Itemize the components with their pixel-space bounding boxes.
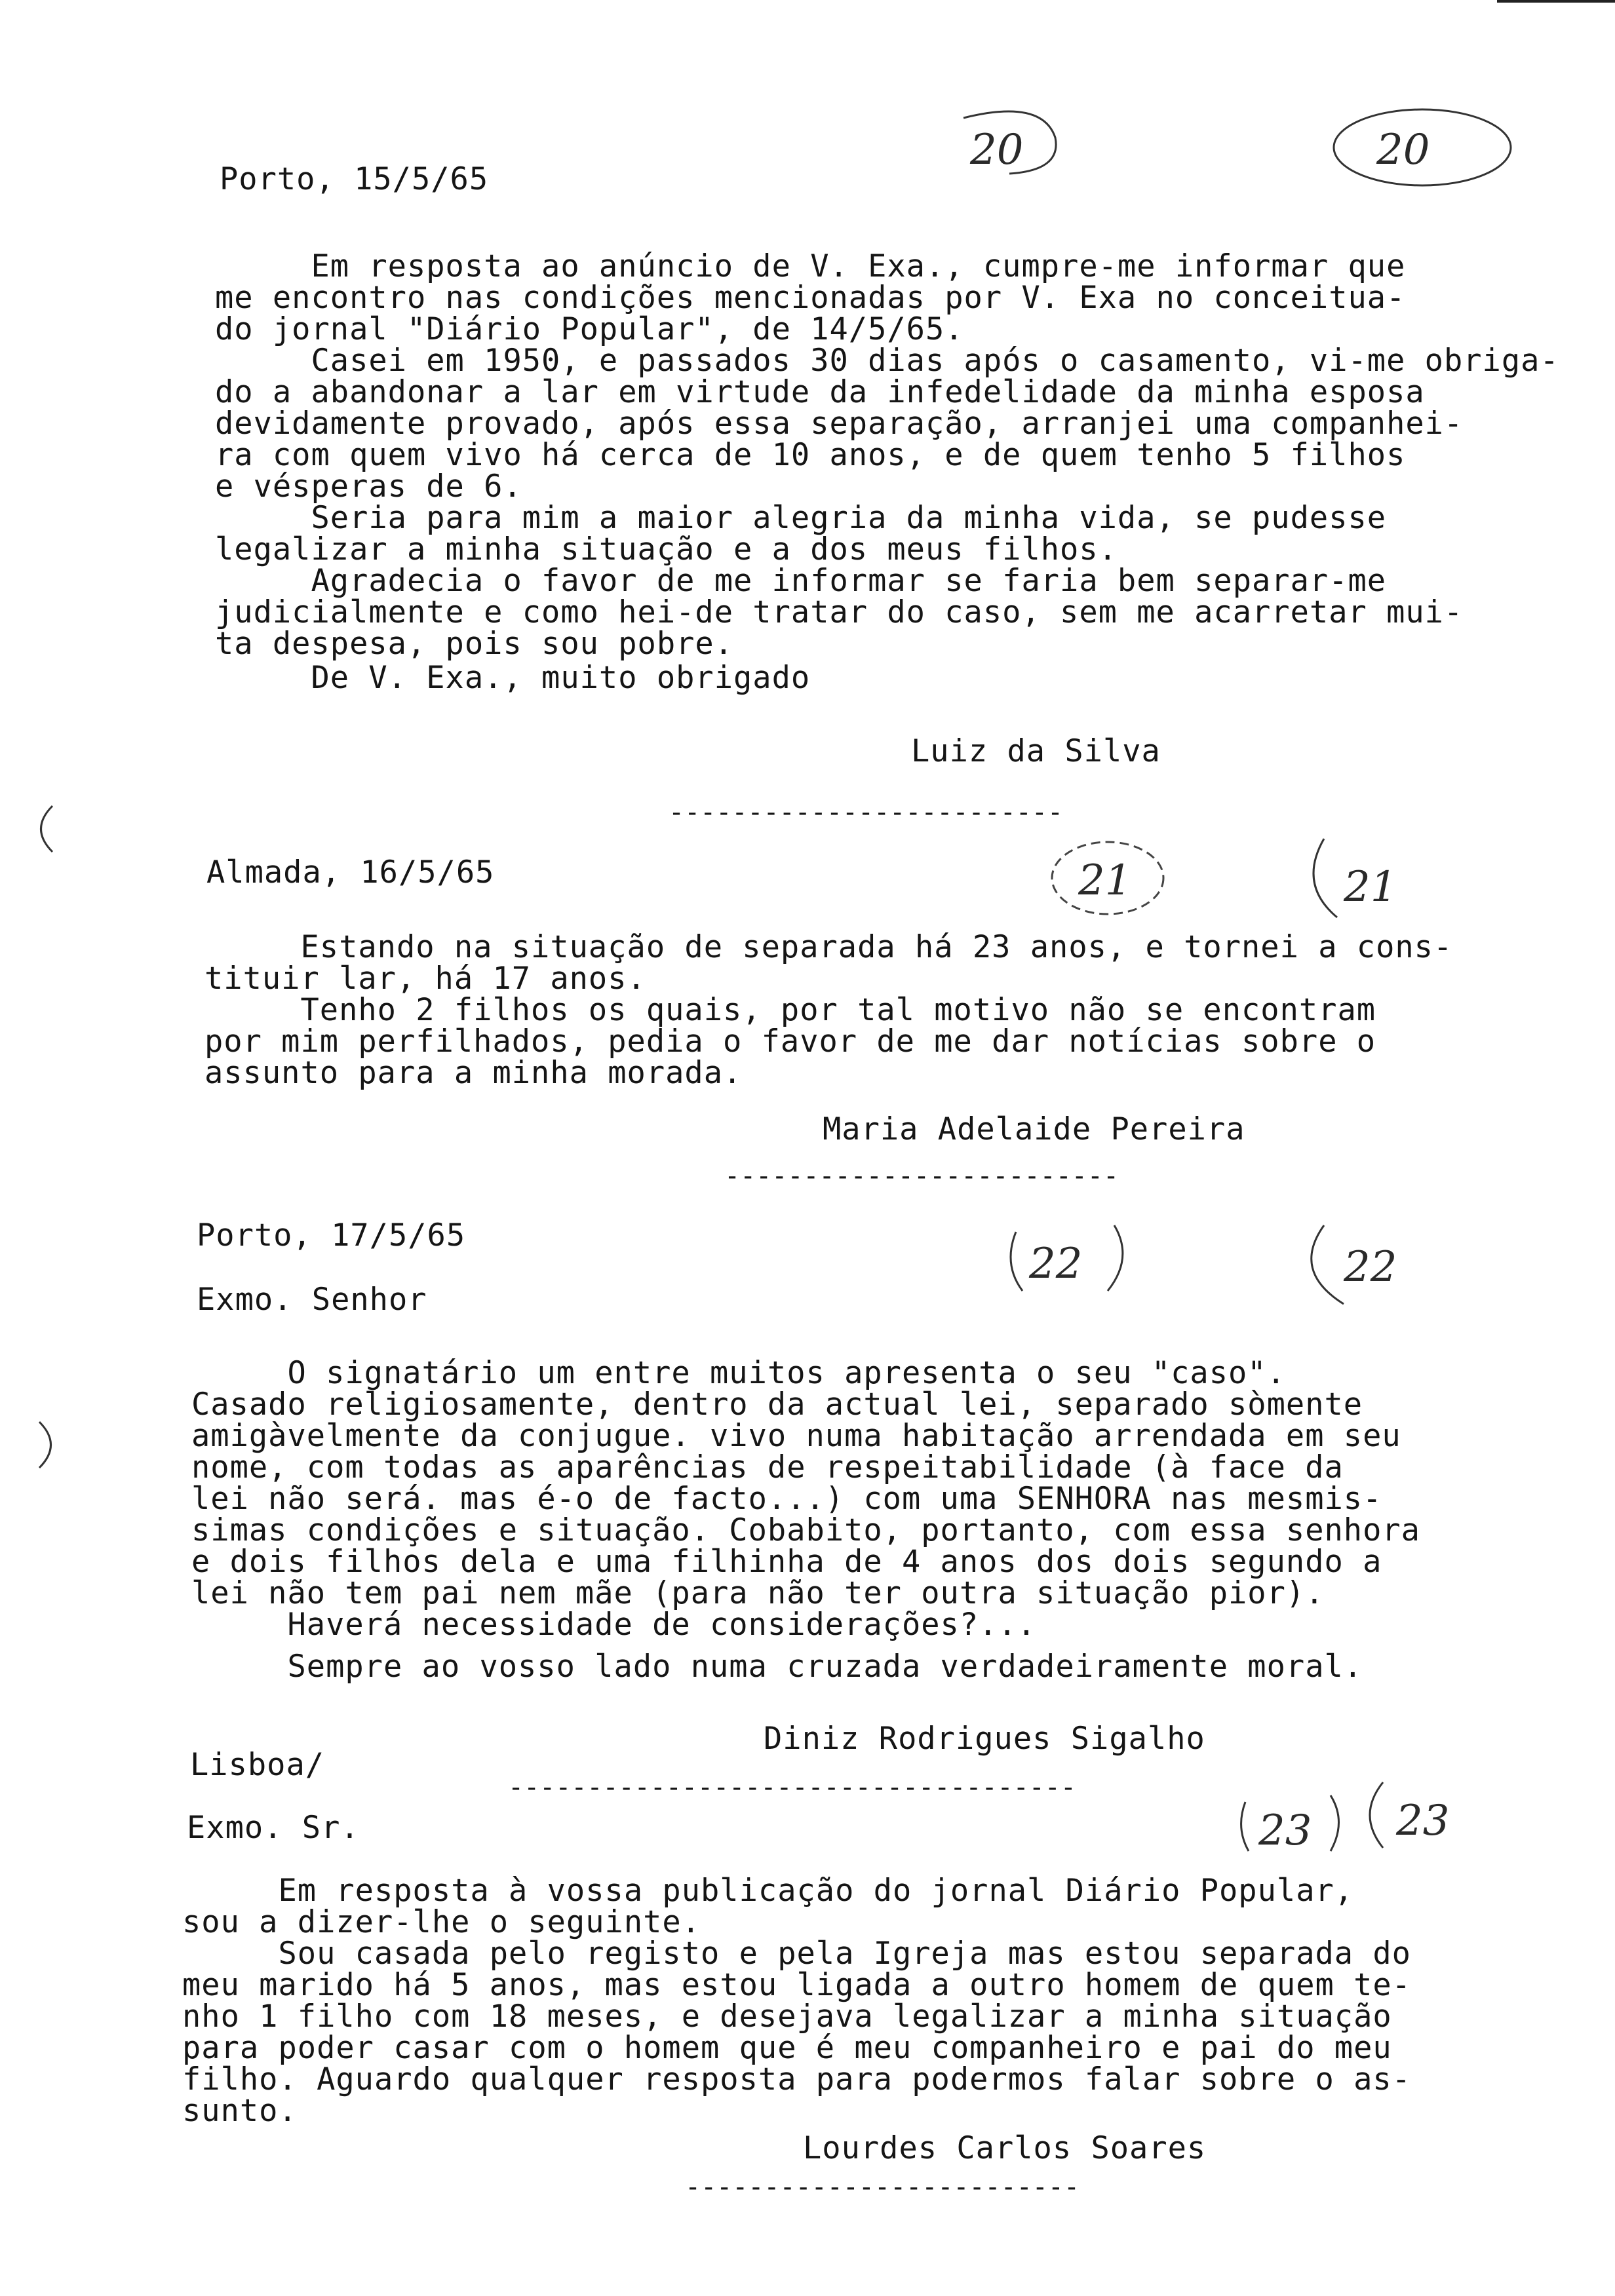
mark-23-text: 23	[1258, 1807, 1312, 1855]
letter-1-line-3: do jornal "Diário Popular", de 14/5/65.	[215, 311, 964, 347]
letter-4-signature: Lourdes Carlos Soares	[803, 2130, 1207, 2166]
letter-4-line-8: sunto.	[182, 2093, 298, 2129]
letter-2-line-1: Estando na situação de separada há 23 anos, e tornei a cons-	[204, 929, 1453, 965]
mark-20-text: 20	[970, 126, 1024, 174]
punch-hole-mark-upper	[26, 799, 66, 858]
letter-3-line-3: amigàvelmente da conjugue. vivo numa habitação arrendada em seu	[191, 1418, 1401, 1454]
letter-3-line-5: lei não será. mas é-o de facto...) com uma SENHORA nas mesmis-	[191, 1481, 1382, 1517]
letter-1-signature: Luiz da Silva	[911, 733, 1161, 769]
letter-4-place-date: Lisboa/	[190, 1747, 325, 1783]
letter-3-place-date: Porto, 17/5/65	[197, 1217, 466, 1253]
handwritten-number-22	[1291, 1206, 1488, 1317]
letter-2-line-4: por mim perfilhados, pedia o favor de me dar notícias sobre o	[204, 1024, 1376, 1060]
mark-22-text: 22	[1029, 1240, 1083, 1288]
letter-1-line-7: ra com quem vivo há cerca de 10 anos, e de quem tenho 5 filhos	[215, 437, 1406, 473]
letter-3-line-9: Haverá necessidade de considerações?...	[191, 1607, 1037, 1643]
handwritten-circled-number-22	[1003, 1212, 1134, 1304]
mark-22b-text: 22	[1344, 1243, 1397, 1292]
letter-1-line-14: De V. Exa., muito obrigado	[215, 660, 811, 696]
letter-1-line-5: do a abandonar a lar em virtude da infedelidade da minha esposa	[215, 374, 1425, 410]
handwritten-circled-number-21	[1042, 832, 1173, 924]
letter-1-line-11: Agradecia o favor de me informar se faria bem separar-me	[215, 563, 1387, 599]
letter-4-divider: -------------------------	[685, 2174, 1080, 2200]
letter-3-divider: ------------------------------------	[508, 1774, 1076, 1801]
letter-2-line-3: Tenho 2 filhos os quais, por tal motivo não se encontram	[204, 992, 1376, 1028]
letter-4-line-4: meu marido há 5 anos, mas estou ligada a outro homem de quem te-	[182, 1967, 1411, 2003]
letter-1-divider: -------------------------	[669, 799, 1064, 826]
letter-4-line-5: nho 1 filho com 18 meses, e desejava legalizar a minha situação	[182, 1999, 1392, 2035]
letter-3-line-8: lei não tem pai nem mãe (para não ter outra situação pior).	[191, 1575, 1325, 1611]
handwritten-circled-number-23	[1232, 1782, 1350, 1861]
letter-1-line-1: Em resposta ao anúncio de V. Exa., cumpre-me informar que	[215, 248, 1406, 284]
letter-1-line-4: Casei em 1950, e passados 30 dias após o casamento, vi-me obriga-	[215, 343, 1559, 379]
letter-3-line-6: simas condições e situação. Cobabito, portanto, com essa senhora	[191, 1512, 1420, 1548]
letter-1-line-8: e vésperas de 6.	[215, 469, 522, 505]
letter-4-line-3: Sou casada pelo registo e pela Igreja mas estou separada do	[182, 1936, 1411, 1972]
handwritten-number-21	[1298, 826, 1488, 930]
letter-1-line-10: legalizar a minha situação e a dos meus filhos.	[215, 531, 1118, 567]
letter-3-line-1: O signatário um entre muitos apresenta o seu "caso".	[191, 1355, 1286, 1391]
letter-2-line-2: tituir lar, há 17 anos.	[204, 961, 646, 997]
letter-2-line-5: assunto para a minha morada.	[204, 1055, 743, 1091]
handwritten-number-23	[1357, 1769, 1508, 1861]
letter-4-line-6: para poder casar com o homem que é meu companheiro e pai do meu	[182, 2030, 1392, 2066]
letter-4-salutation: Exmo. Sr.	[187, 1810, 360, 1846]
letter-1-line-13: ta despesa, pois sou pobre.	[215, 626, 734, 662]
letter-1-line-2: me encontro nas condições mencionadas por V. Exa no conceitua-	[215, 280, 1406, 316]
letter-4-line-7: filho. Aguardo qualquer resposta para podermos falar sobre o as-	[182, 2061, 1411, 2097]
handwritten-circled-number-20	[1324, 98, 1521, 197]
letter-3-signature: Diniz Rodrigues Sigalho	[764, 1721, 1205, 1757]
letter-1-line-6: devidamente provado, após essa separação, arranjei uma companhei-	[215, 406, 1464, 442]
letter-1-line-9: Seria para mim a maior alegria da minha vida, se pudesse	[215, 500, 1387, 536]
letter-4-line-1: Em resposta à vossa publicação do jornal Diário Popular,	[182, 1873, 1354, 1909]
top-edge-rule	[1497, 0, 1615, 3]
punch-hole-mark-lower	[26, 1415, 66, 1474]
letter-1-place-date: Porto, 15/5/65	[220, 161, 489, 197]
letter-2-divider: -------------------------	[724, 1163, 1119, 1189]
letter-4-line-2: sou a dizer-lhe o seguinte.	[182, 1904, 701, 1940]
mark-23b-text: 23	[1396, 1797, 1450, 1845]
letter-2-place-date: Almada, 16/5/65	[206, 854, 495, 890]
letter-2-signature: Maria Adelaide Pereira	[823, 1111, 1245, 1147]
mark-21-text: 21	[1078, 856, 1132, 905]
handwritten-number-20	[944, 92, 1088, 190]
letter-3-salutation: Exmo. Senhor	[197, 1282, 427, 1318]
letter-3-line-10: Sempre ao vosso lado numa cruzada verdadeiramente moral.	[191, 1649, 1363, 1685]
mark-21b-text: 21	[1344, 863, 1397, 911]
letter-3-line-4: nome, com todas as aparências de respeitabilidade (à face da	[191, 1449, 1344, 1485]
mark-20b-text: 20	[1376, 126, 1430, 174]
letter-3-line-2: Casado religiosamente, dentro da actual lei, separado sòmente	[191, 1387, 1363, 1423]
letter-3-line-7: e dois filhos dela e uma filhinha de 4 anos dos dois segundo a	[191, 1544, 1382, 1580]
letter-1-line-12: judicialmente e como hei-de tratar do caso, sem me acarretar mui-	[215, 594, 1464, 630]
